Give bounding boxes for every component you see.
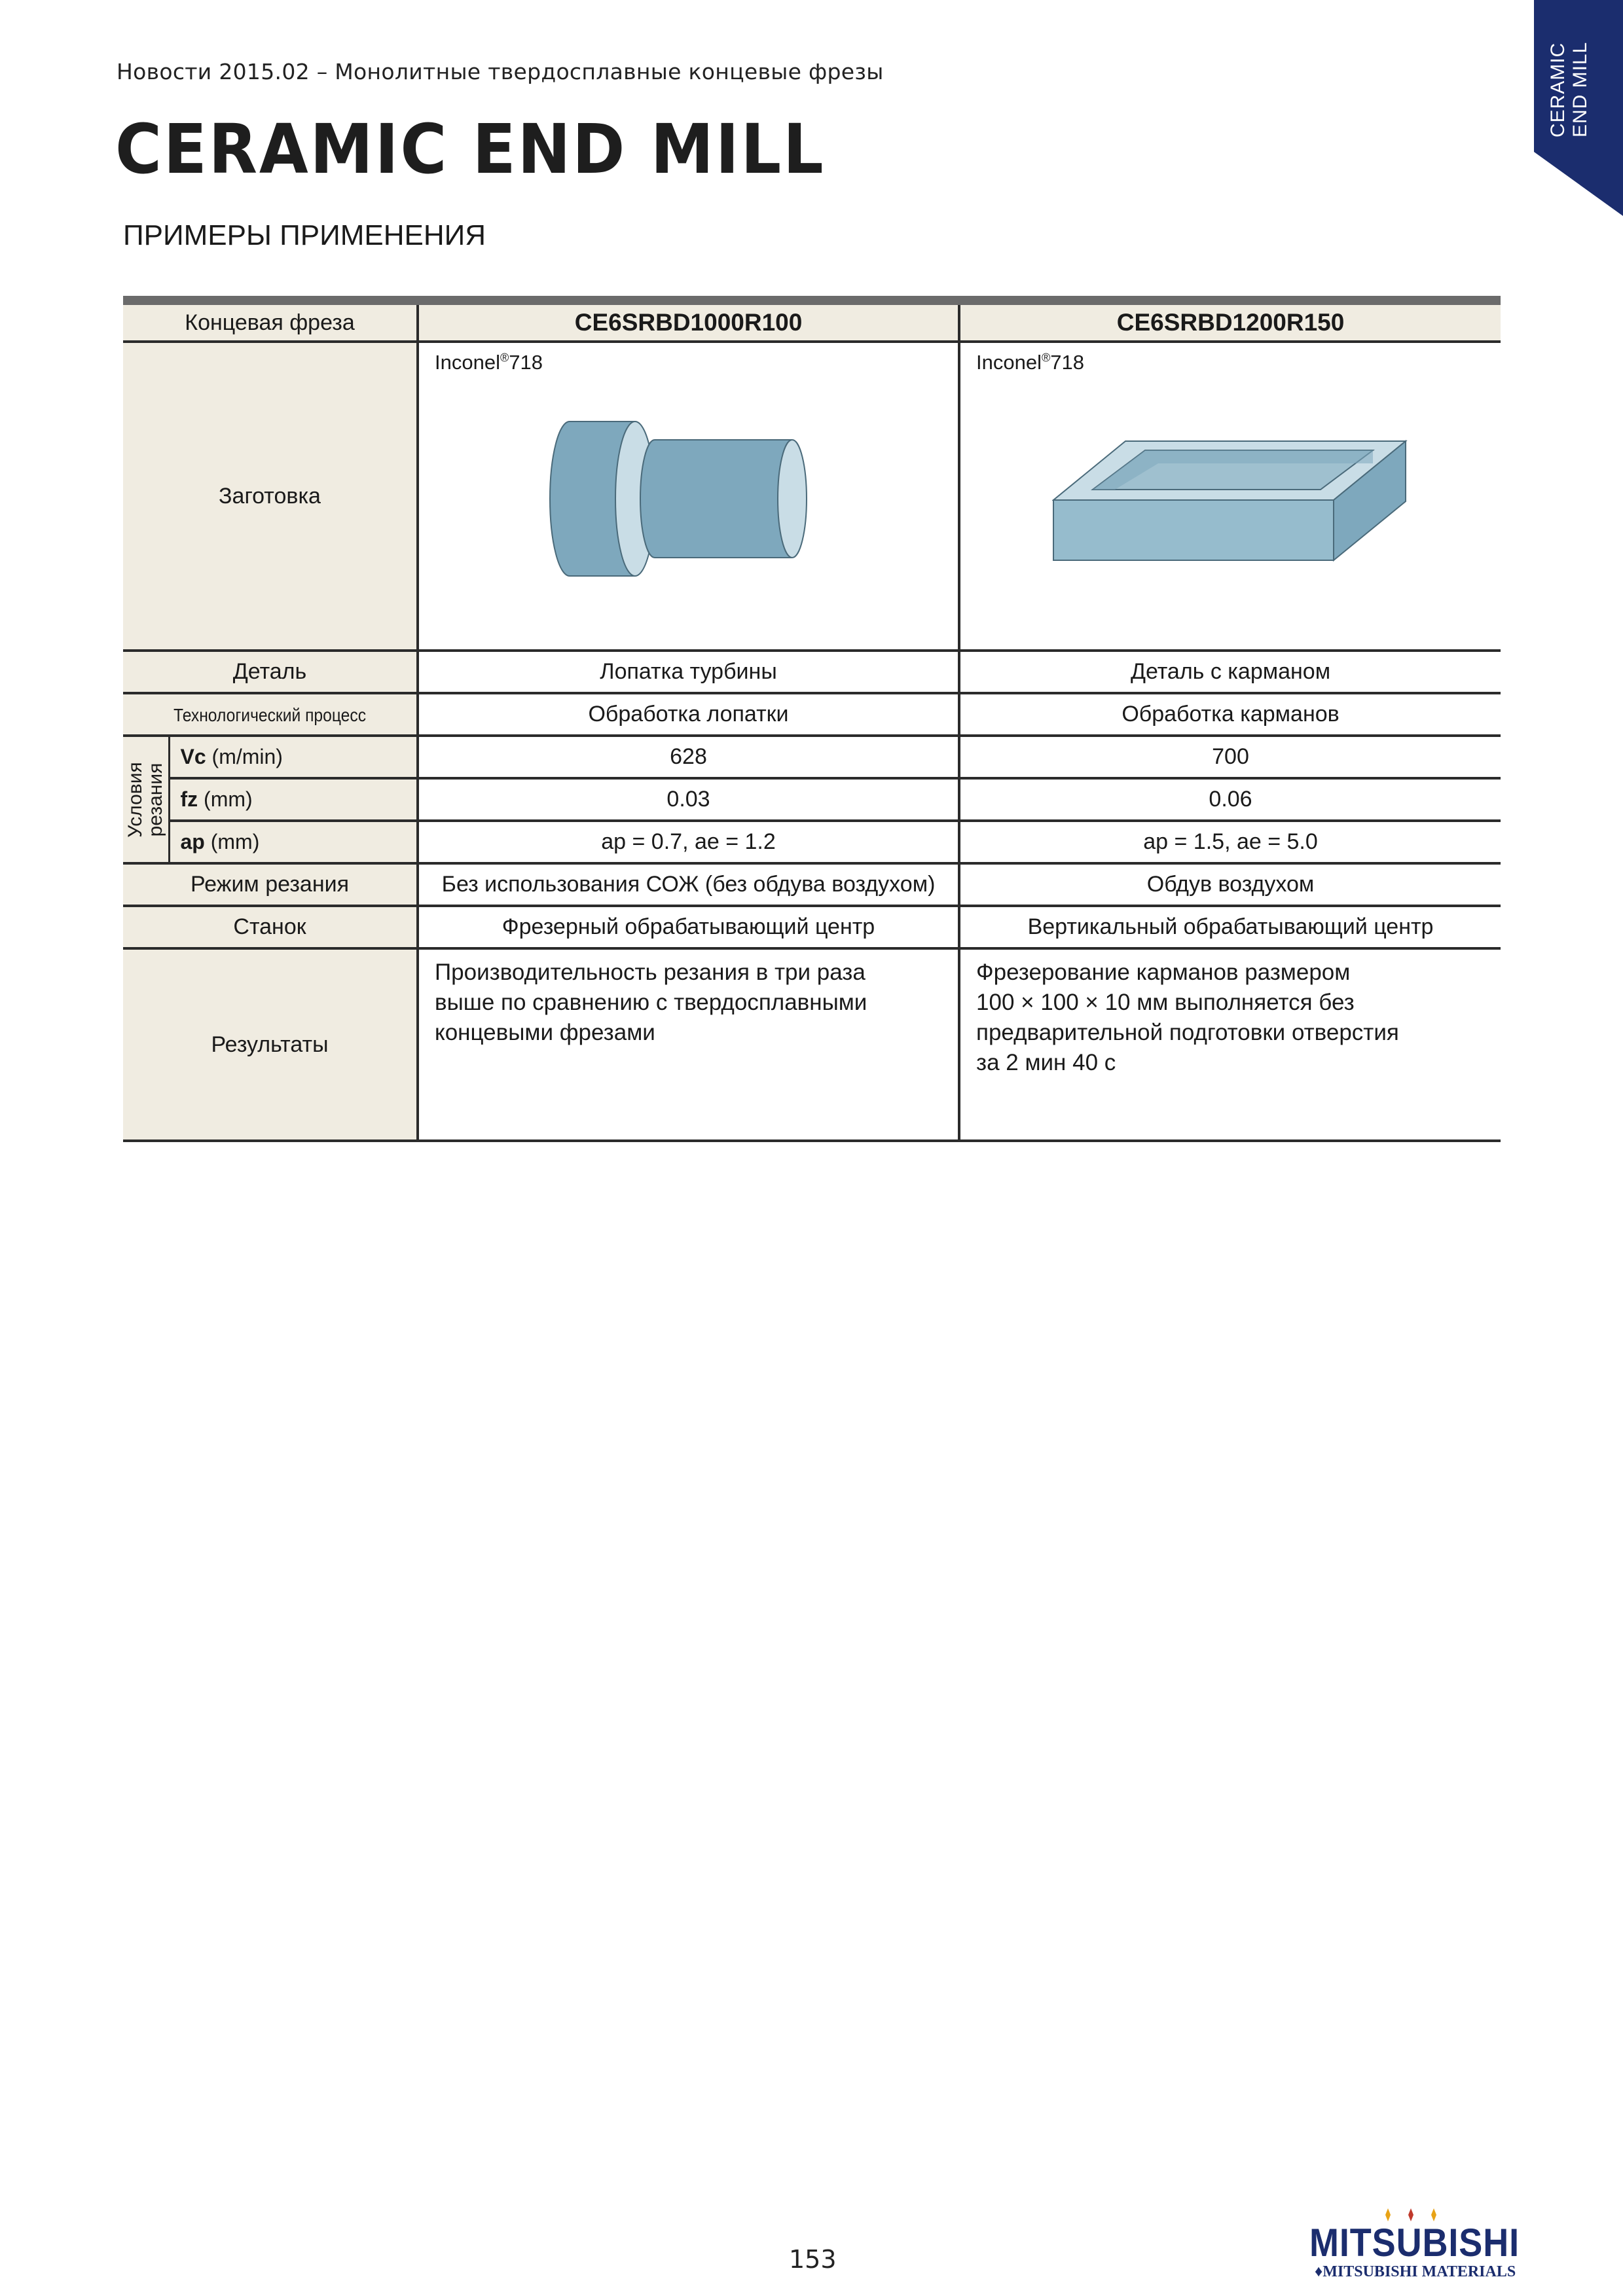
section-title: ПРИМЕРЫ ПРИМЕНЕНИЯ (123, 219, 486, 251)
results-value-1 (418, 948, 959, 1141)
vc-unit: (m/min) (211, 745, 283, 768)
table-row (123, 342, 1501, 651)
table-row (123, 778, 1501, 821)
vc-symbol: Vc (180, 745, 206, 768)
breadcrumb: Новости 2015.02 – Монолитные твердосплавные концевые фрезы (117, 59, 884, 84)
cylindrical-workpiece-image (524, 402, 851, 598)
corner-tab-label (1547, 42, 1592, 137)
mitsubishi-logo (1309, 2206, 1520, 2280)
logo-subtitle-text: MITSUBISHI MATERIALS (1322, 2263, 1516, 2280)
workpiece-material-1 (435, 351, 543, 374)
pocket-workpiece-image (1052, 435, 1419, 579)
logo-subtitle (1315, 2263, 1516, 2281)
cutting-conditions-group (123, 736, 169, 863)
cutting-conditions-line1: Условия (124, 761, 147, 838)
logo-wordmark: MITSUBISHI (1309, 2221, 1520, 2265)
process-label: Технологический процесс (173, 705, 366, 725)
registered-mark: ® (1041, 351, 1051, 365)
end-mill-label: Концевая фреза (123, 305, 418, 342)
ap-unit: (mm) (210, 830, 260, 853)
results-line: Фрезерование карманов размером (976, 960, 1351, 985)
workpiece-label: Заготовка (123, 342, 418, 651)
material-name: Inconel (435, 351, 500, 374)
results-line: выше по сравнению с твердосплавными (435, 990, 867, 1015)
material-grade: 718 (1050, 351, 1084, 374)
table-row (123, 305, 1501, 342)
material-grade: 718 (509, 351, 543, 374)
workpiece-cell-1 (418, 342, 959, 651)
applications-table-wrap (123, 296, 1501, 1142)
fz-label (169, 778, 418, 821)
fz-value-1: 0.03 (418, 778, 959, 821)
vc-value-1: 628 (418, 736, 959, 778)
workpiece-material-2 (976, 351, 1084, 374)
table-row (123, 651, 1501, 693)
results-line: концевыми фрезами (435, 1020, 655, 1045)
fz-symbol: fz (180, 787, 198, 811)
tool-name-2: CE6SRBD1200R150 (959, 305, 1501, 342)
table-row (123, 693, 1501, 736)
table-row (123, 906, 1501, 948)
material-name: Inconel (976, 351, 1042, 374)
part-value-2: Деталь с карманом (959, 651, 1501, 693)
applications-table (123, 305, 1501, 1142)
part-label: Деталь (123, 651, 418, 693)
corner-tab (1534, 0, 1623, 216)
cutting-mode-value-2: Обдув воздухом (959, 863, 1501, 906)
vc-label (169, 736, 418, 778)
cutting-mode-label: Режим резания (123, 863, 418, 906)
machine-value-1: Фрезерный обрабатывающий центр (418, 906, 959, 948)
process-value-2: Обработка карманов (959, 693, 1501, 736)
machine-label: Станок (123, 906, 418, 948)
fz-value-2: 0.06 (959, 778, 1501, 821)
results-line: Производительность резания в три раза (435, 960, 866, 985)
workpiece-cell-2 (959, 342, 1501, 651)
results-line: за 2 мин 40 с (976, 1050, 1116, 1075)
fz-unit: (mm) (204, 787, 253, 811)
vc-value-2: 700 (959, 736, 1501, 778)
logo-small-diamonds-icon: ♦ (1315, 2263, 1323, 2280)
ap-value-1: ap = 0.7, ae = 1.2 (418, 821, 959, 863)
ap-label (169, 821, 418, 863)
part-value-1: Лопатка турбины (418, 651, 959, 693)
ap-value-2: ap = 1.5, ae = 5.0 (959, 821, 1501, 863)
ap-symbol: ap (180, 830, 205, 853)
corner-tab-line2: END MILL (1569, 41, 1591, 137)
table-row (123, 948, 1501, 1141)
results-line: предварительной подготовки отверстия (976, 1020, 1399, 1045)
cutting-conditions-line2: резания (145, 762, 167, 836)
table-top-bar (123, 296, 1501, 305)
corner-tab-line1: CERAMIC (1547, 42, 1569, 137)
machine-value-2: Вертикальный обрабатывающий центр (959, 906, 1501, 948)
cutting-mode-value-1: Без использования СОЖ (без обдува воздухом) (418, 863, 959, 906)
page-title: CERAMIC END MILL (115, 109, 826, 189)
table-row (123, 821, 1501, 863)
registered-mark: ® (500, 351, 509, 365)
results-label: Результаты (123, 948, 418, 1141)
cutting-conditions-label (125, 762, 166, 838)
process-value-1: Обработка лопатки (418, 693, 959, 736)
results-value-2 (959, 948, 1501, 1141)
table-row (123, 736, 1501, 778)
tool-name-1: CE6SRBD1000R100 (418, 305, 959, 342)
results-line: 100 × 100 × 10 мм выполняется без (976, 990, 1355, 1015)
table-row (123, 863, 1501, 906)
page-number: 153 (789, 2245, 837, 2274)
process-label-cell (123, 693, 418, 736)
